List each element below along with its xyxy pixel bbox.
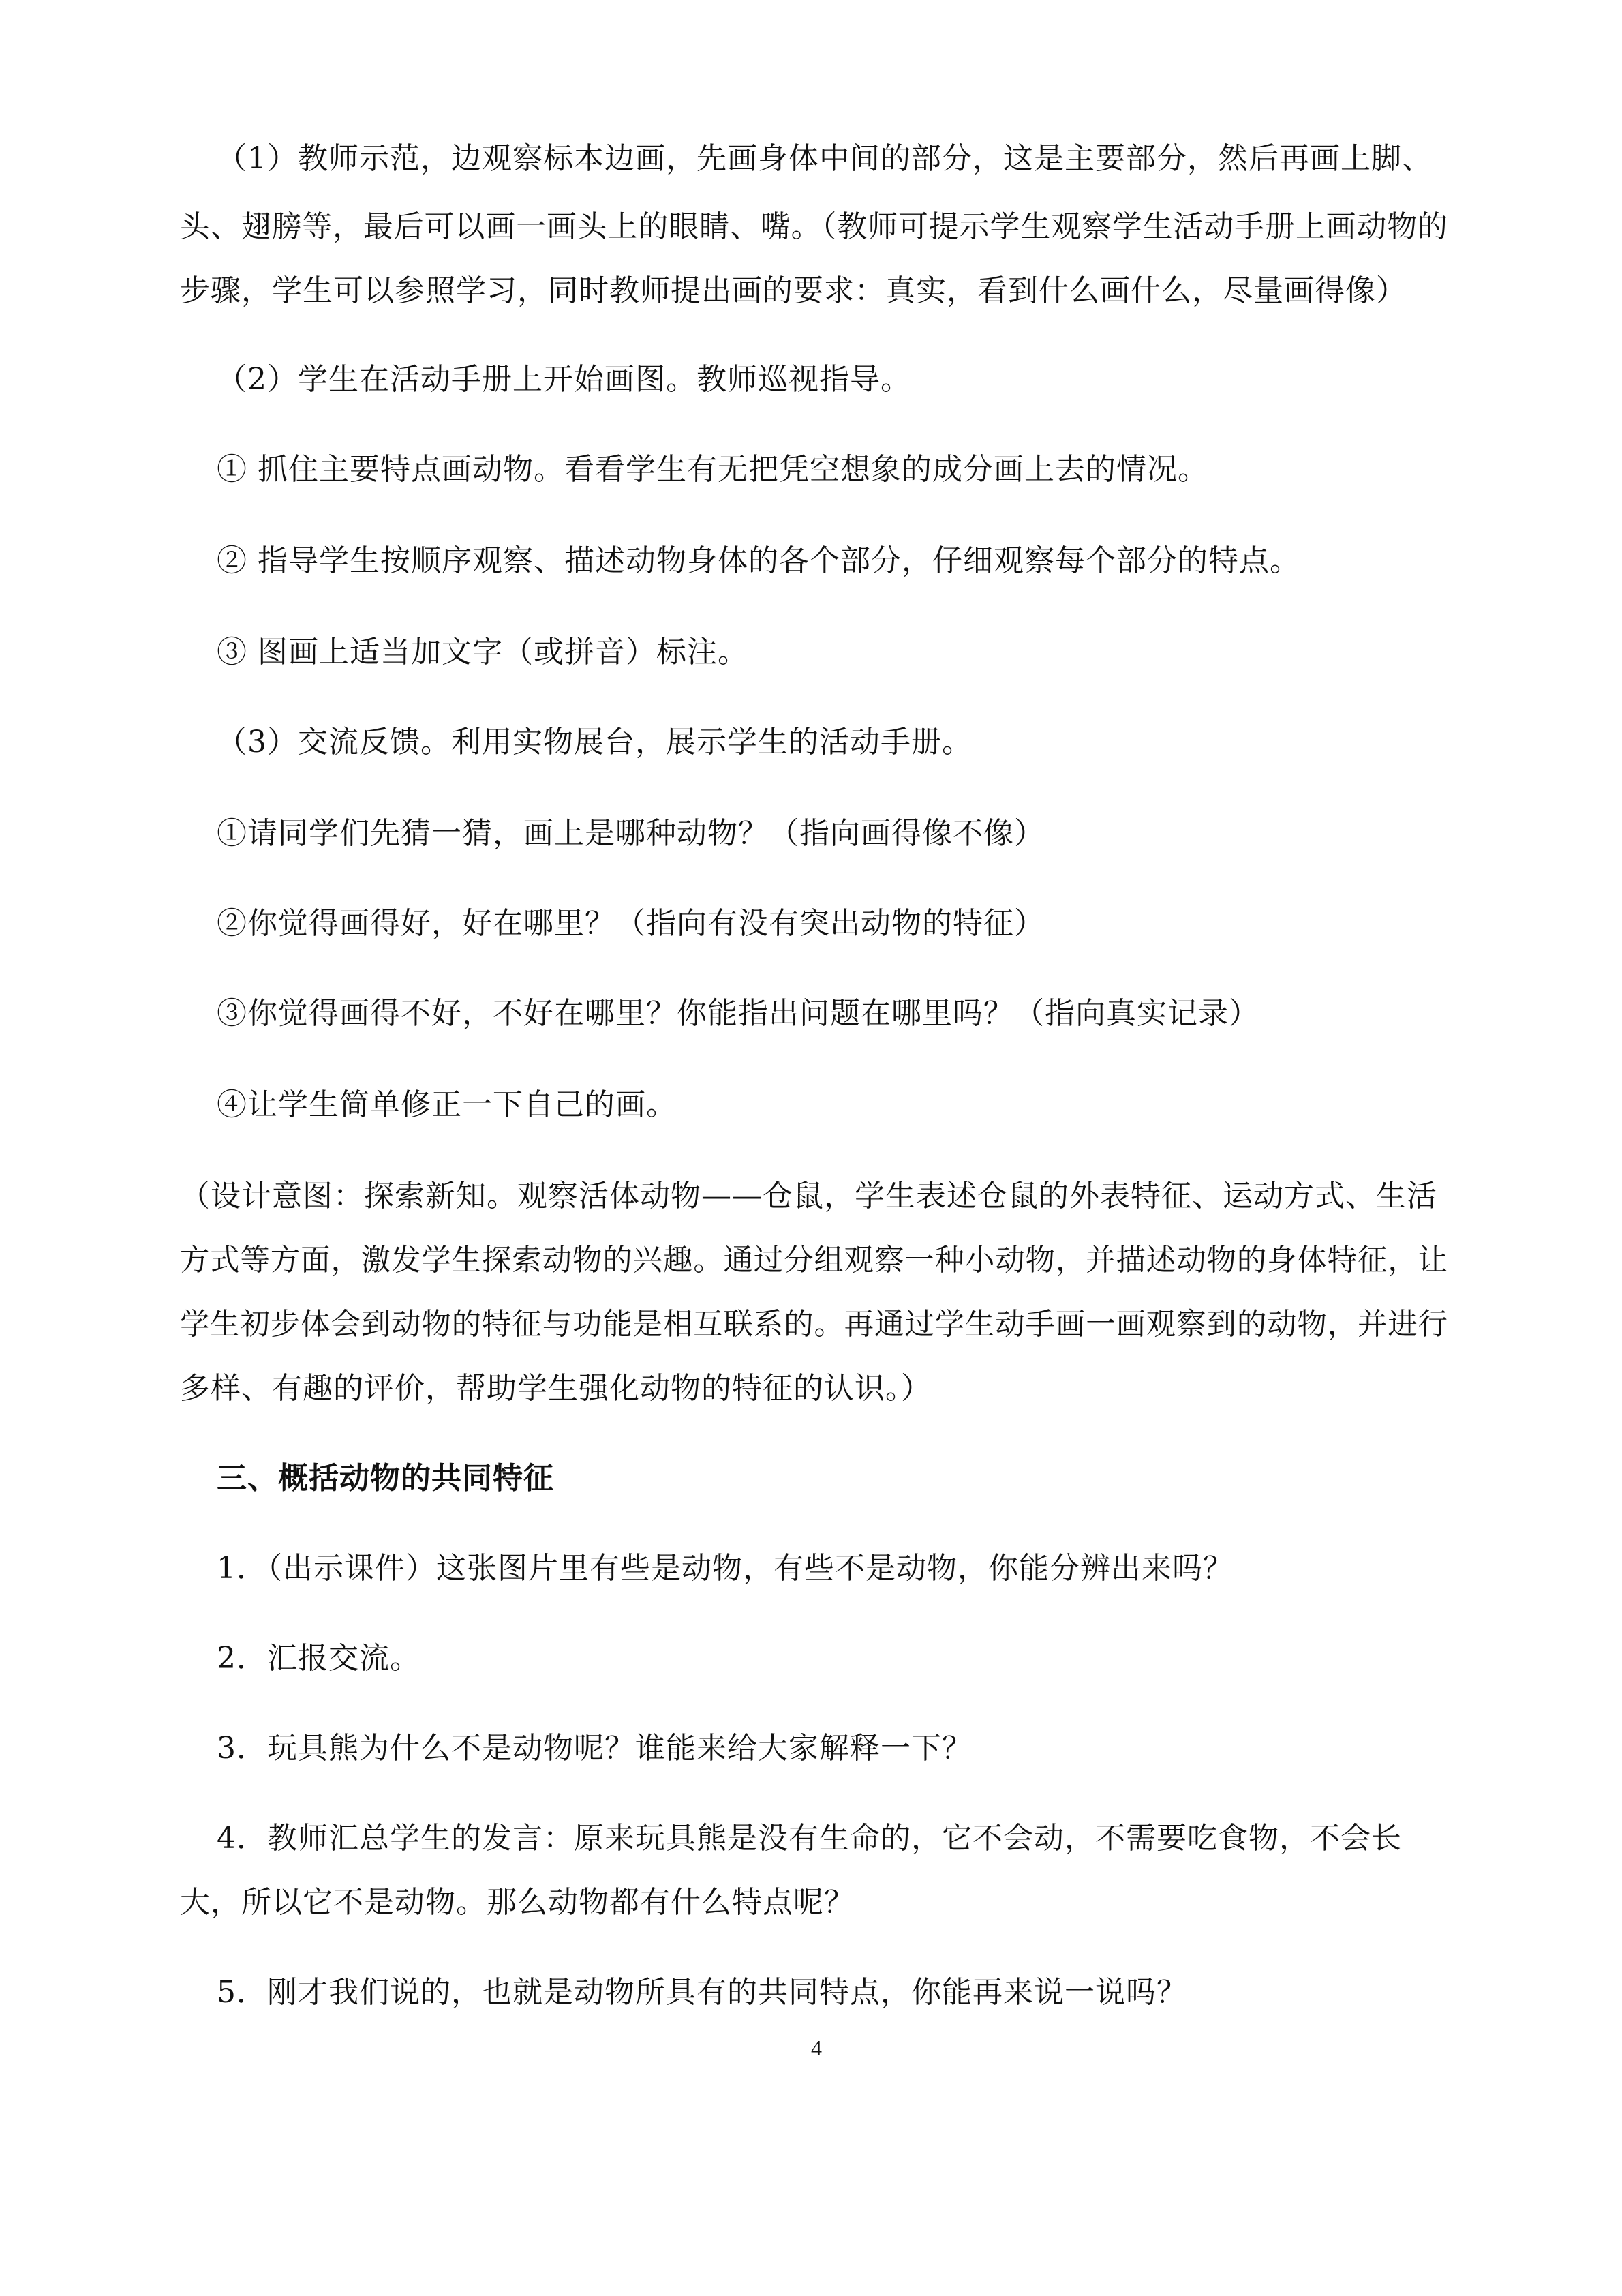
numbered-item: 4．教师汇总学生的发言：原来玩具熊是没有生命的，它不会动，不需要吃食物，不会长	[217, 1821, 1402, 1856]
numbered-item: 大，所以它不是动物。那么动物都有什么特点呢？	[180, 1885, 855, 1920]
list-item: ③ 图画上适当加文字（或拼音）标注。	[217, 635, 748, 669]
list-item: ④让学生简单修正一下自己的画。	[217, 1087, 677, 1122]
list-item: ②你觉得画得好，好在哪里？（指向有没有突出动物的特征）	[217, 906, 1045, 941]
list-item: ① 抓住主要特点画动物。看看学生有无把凭空想象的成分画上去的情况。	[217, 452, 1208, 487]
paragraph-line: （2）学生在活动手册上开始画图。教师巡视指导。	[217, 362, 911, 397]
numbered-item: 2．汇报交流。	[217, 1641, 420, 1676]
page-number: 4	[811, 2036, 822, 2060]
list-item: ② 指导学生按顺序观察、描述动物身体的各个部分，仔细观察每个部分的特点。	[217, 543, 1300, 578]
list-item: ①请同学们先猜一猜，画上是哪种动物？（指向画得像不像）	[217, 816, 1045, 851]
paragraph-line: （1）教师示范，边观察标本边画，先画身体中间的部分，这是主要部分，然后再画上脚、	[217, 141, 1433, 176]
numbered-item: 5．刚才我们说的，也就是动物所具有的共同特点，你能再来说一说吗？	[217, 1975, 1187, 2010]
section-heading: 三、概括动物的共同特征	[217, 1461, 554, 1496]
design-intent-line: 学生初步体会到动物的特征与功能是相互联系的。再通过学生动手画一画观察到的动物，并进行	[180, 1307, 1448, 1342]
design-intent-line: 方式等方面，激发学生探索动物的兴趣。通过分组观察一种小动物，并描述动物的身体特征，让	[180, 1243, 1448, 1278]
numbered-item: 1．（出示课件）这张图片里有些是动物，有些不是动物，你能分辨出来吗？	[217, 1551, 1234, 1586]
paragraph-line: 头、翅膀等，最后可以画一画头上的眼睛、嘴。（教师可提示学生观察学生活动手册上画动物的	[180, 209, 1448, 244]
numbered-item: 3．玩具熊为什么不是动物呢？谁能来给大家解释一下？	[217, 1731, 973, 1766]
design-intent-line: 多样、有趣的评价，帮助学生强化动物的特征的认识。）	[180, 1371, 932, 1406]
design-intent-line: （设计意图：探索新知。观察活体动物——仓鼠，学生表述仓鼠的外表特征、运动方式、生活	[180, 1179, 1437, 1213]
paragraph-line: 步骤，学生可以参照学习，同时教师提出画的要求：真实，看到什么画什么，尽量画得像）	[180, 273, 1407, 308]
paragraph-line: （3）交流反馈。利用实物展台，展示学生的活动手册。	[217, 725, 973, 759]
list-item: ③你觉得画得不好，不好在哪里？你能指出问题在哪里吗？（指向真实记录）	[217, 996, 1259, 1031]
